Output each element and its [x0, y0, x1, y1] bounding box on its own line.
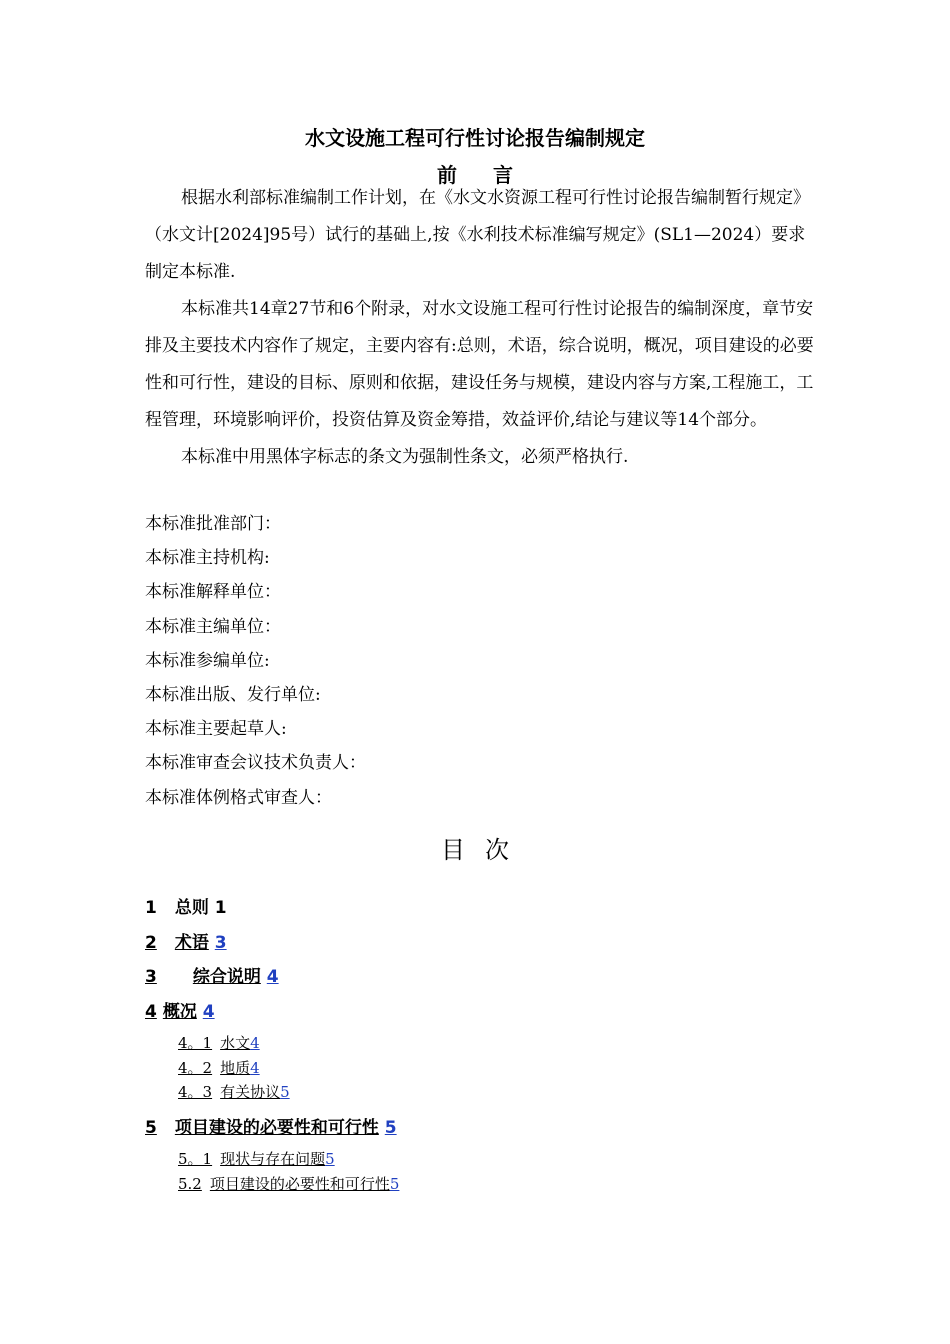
toc-entry-label: 术语 — [174, 932, 209, 953]
table-of-contents — [145, 893, 399, 1196]
toc-entry-num: 4 — [145, 1001, 157, 1022]
meta-interpret-unit: 本标准解释单位： — [145, 582, 281, 603]
toc-subentry-4-1[interactable] — [145, 1031, 399, 1056]
toc-subentry-page-link[interactable]: 5 — [389, 1174, 400, 1193]
toc-subentry-5-2[interactable] — [145, 1172, 399, 1197]
toc-entry-page-link[interactable]: 3 — [214, 932, 227, 953]
preface-paragraph-2: 本标准共14章27节和6个附录，对水文设施工程可行性讨论报告的编制深度，章节安排及主要技术内容作了规定，主要内容有:总则，术语，综合说明，概况，项目建设的必要性和可行性，建设的目标、原则和依据，建设任务与规模，建设内容与方案,工程施工，工程管理，环境影响评价，投资估算及资金筹措，效益评价,结论与建议等14个部分。 — [145, 299, 814, 430]
toc-subentry-5-1[interactable] — [145, 1147, 399, 1172]
toc-subentry-num: 4。2 — [178, 1058, 213, 1077]
toc-subentry-4-3[interactable] — [145, 1080, 399, 1105]
preface-paragraph-3: 本标准中用黑体字标志的条文为强制性条文，必须严格执行. — [181, 447, 629, 467]
meta-main-drafters: 本标准主要起草人: — [145, 719, 287, 740]
toc-subentry-4-2[interactable] — [145, 1056, 399, 1081]
toc-entry-2[interactable] — [145, 928, 399, 963]
toc-subentry-num: 5。1 — [178, 1150, 213, 1169]
preface-heading-a: 前 — [437, 163, 457, 187]
toc-entry-num: 5 — [145, 1117, 157, 1138]
toc-subentry-label: 项目建设的必要性和可行性 — [209, 1174, 390, 1193]
document-title: 水文设施工程可行性讨论报告编制规定 — [305, 126, 645, 150]
toc-subentry-num: 4。3 — [178, 1083, 213, 1102]
toc-entry-page-link[interactable]: 4 — [202, 1001, 215, 1022]
preface-body — [145, 180, 815, 476]
toc-heading — [0, 830, 950, 865]
toc-entry-4[interactable] — [145, 997, 399, 1032]
toc-entry-3[interactable] — [145, 962, 399, 997]
toc-entry-label: 总则 — [174, 898, 209, 918]
toc-entry-label: 概况 — [162, 1001, 197, 1022]
toc-subentry-num: 4。1 — [178, 1034, 213, 1052]
toc-subentry-label: 现状与存在问题 — [220, 1150, 326, 1169]
toc-subentry-page-link[interactable]: 5 — [280, 1083, 290, 1102]
preface-paragraph-1: 根据水利部标准编制工作计划，在《水文水资源工程可行性讨论报告编制暂行规定》（水文计[2024]95号）试行的基础上,按《水利技术标准编写规定》(SL1—2024）要求制定本标准. — [145, 188, 810, 282]
toc-entry-page-link[interactable]: 5 — [384, 1117, 397, 1138]
toc-entry-page-link[interactable]: 4 — [266, 967, 279, 987]
toc-entry-page: 1 — [214, 898, 227, 918]
toc-entry-1 — [145, 893, 399, 928]
toc-subentry-page-link[interactable]: 5 — [325, 1150, 335, 1169]
toc-heading-b: 次 — [485, 836, 509, 864]
meta-format-reviewer: 本标准体例格式审查人： — [145, 787, 332, 808]
toc-subentry-page-link[interactable]: 4 — [250, 1034, 260, 1052]
toc-entry-5[interactable] — [145, 1113, 399, 1148]
meta-host-org: 本标准主持机构: — [145, 548, 270, 569]
toc-entry-num: 2 — [145, 932, 157, 953]
toc-entry-label: 项目建设的必要性和可行性 — [174, 1117, 379, 1138]
toc-subsection-group-5 — [145, 1147, 399, 1196]
preface-heading-b: 言 — [493, 163, 513, 187]
toc-subentry-num: 5.2 — [178, 1174, 202, 1193]
toc-subsection-group-4 — [145, 1031, 399, 1113]
toc-subentry-label: 水文 — [220, 1034, 251, 1052]
toc-subentry-label: 有关协议 — [220, 1083, 281, 1102]
standard-meta-list — [145, 507, 366, 815]
toc-subentry-label: 地质 — [220, 1058, 251, 1077]
meta-approval-dept: 本标准批准部门： — [145, 514, 281, 534]
meta-publisher: 本标准出版、发行单位: — [145, 685, 321, 706]
toc-subentry-page-link[interactable]: 4 — [250, 1058, 260, 1077]
toc-heading-a: 目 — [441, 836, 465, 864]
toc-entry-num: 3 — [145, 967, 157, 987]
toc-entry-label: 综合说明 — [192, 967, 261, 987]
toc-entry-num: 1 — [145, 898, 157, 918]
meta-co-editor-unit: 本标准参编单位: — [145, 650, 270, 671]
meta-chief-editor-unit: 本标准主编单位： — [145, 616, 281, 637]
meta-review-lead: 本标准审查会议技术负责人： — [145, 753, 366, 774]
